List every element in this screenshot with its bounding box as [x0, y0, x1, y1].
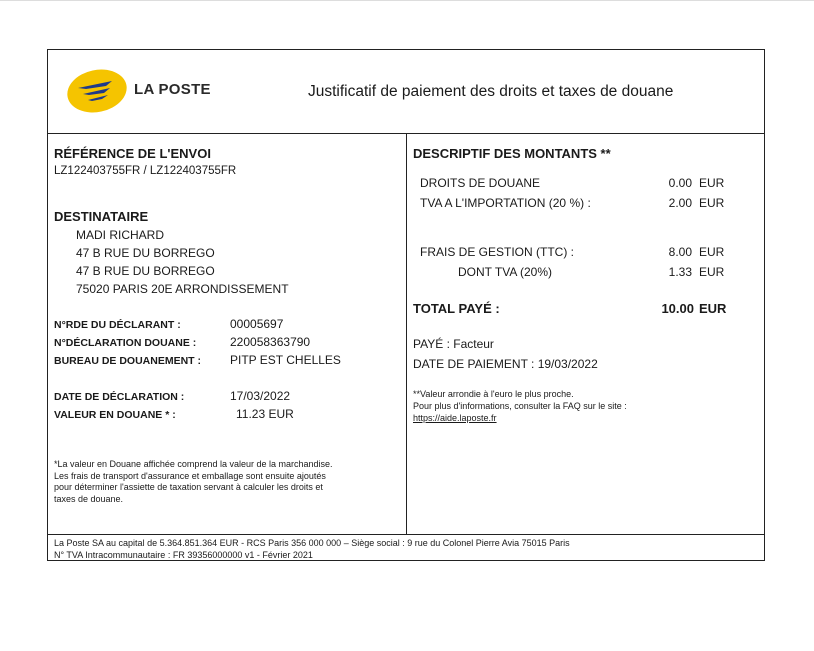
total-value: 10.00 — [661, 301, 694, 316]
top-rule — [0, 0, 814, 1]
amount-value: 2.00 — [668, 196, 692, 210]
declarant-number-label: N°RDE DU DÉCLARANT : — [54, 319, 181, 331]
amounts-heading: DESCRIPTIF DES MONTANTS ** — [413, 146, 611, 161]
recipient-line: MADI RICHARD — [76, 228, 165, 242]
amount-label: DONT TVA (20%) — [458, 265, 553, 279]
faq-note: Pour plus d'informations, consulter la FAQ sur le site : — [413, 401, 627, 411]
reference-value: LZ122403755FR / LZ122403755FR — [54, 165, 237, 177]
footer-line-2: N° TVA Intracommunautaire : FR 39356000000 v1 - Février 2021 — [54, 550, 313, 560]
total-unit: EUR — [699, 301, 727, 316]
la-poste-logo-icon — [66, 68, 128, 114]
declaration-number-value: 220058363790 — [230, 335, 311, 349]
amount-unit: EUR — [699, 265, 725, 279]
recipient-line: 47 B RUE DU BORREGO — [76, 264, 215, 278]
document-title: Justificatif de paiement des droits et taxes de douane — [308, 83, 674, 100]
declaration-date-label: DATE DE DÉCLARATION : — [54, 391, 185, 403]
amount-value: 1.33 — [668, 265, 692, 279]
amount-unit: EUR — [699, 245, 725, 259]
left-column — [48, 134, 407, 534]
footer-line-1: La Poste SA au capital de 5.364.851.364 EUR - RCS Paris 356 000 000 – Siège social : 9 rue du Colonel Pierre Avia 75015 Paris — [54, 538, 570, 548]
recipient-heading: DESTINATAIRE — [54, 209, 149, 224]
faq-link[interactable]: https://aide.laposte.fr — [413, 413, 497, 423]
right-column — [407, 134, 764, 534]
amount-label: FRAIS DE GESTION (TTC) : — [420, 245, 575, 259]
receipt-header — [48, 50, 764, 134]
recipient-line: 47 B RUE DU BORREGO — [76, 246, 215, 260]
legal-footer — [48, 534, 764, 560]
amount-unit: EUR — [699, 176, 725, 190]
declaration-date-value: 17/03/2022 — [230, 389, 291, 403]
declarant-number-value: 00005697 — [230, 317, 284, 331]
amount-unit: EUR — [699, 196, 725, 210]
receipt-frame — [47, 49, 765, 561]
logo-text: LA POSTE — [134, 81, 211, 98]
total-label: TOTAL PAYÉ : — [413, 301, 500, 316]
customs-value-note: *La valeur en Douane affichée comprend la valeur de la marchandise. Les frais de transport d'assurance et emballage sont ensuite ajoutés pour déterminer l'assiette de taxation servant à calculer les droits et taxes de douane. — [54, 459, 333, 504]
reference-heading: RÉFÉRENCE DE L'ENVOI — [54, 146, 211, 161]
amount-label: DROITS DE DOUANE — [420, 176, 541, 190]
recipient-line: 75020 PARIS 20E ARRONDISSEMENT — [76, 282, 289, 296]
customs-value: 11.23 EUR — [236, 407, 294, 421]
paid-by: PAYÉ : Facteur — [413, 337, 494, 351]
rounding-note: **Valeur arrondie à l'euro le plus proche. — [413, 389, 574, 399]
customs-office-label: BUREAU DE DOUANEMENT : — [54, 355, 201, 367]
amount-label: TVA A L'IMPORTATION (20 %) : — [420, 196, 591, 210]
amount-value: 0.00 — [668, 176, 692, 190]
payment-date: DATE DE PAIEMENT : 19/03/2022 — [413, 357, 598, 371]
declaration-number-label: N°DÉCLARATION DOUANE : — [54, 337, 197, 349]
customs-office-value: PITP EST CHELLES — [230, 353, 341, 367]
amount-value: 8.00 — [668, 245, 692, 259]
customs-value-label: VALEUR EN DOUANE * : — [54, 409, 176, 421]
